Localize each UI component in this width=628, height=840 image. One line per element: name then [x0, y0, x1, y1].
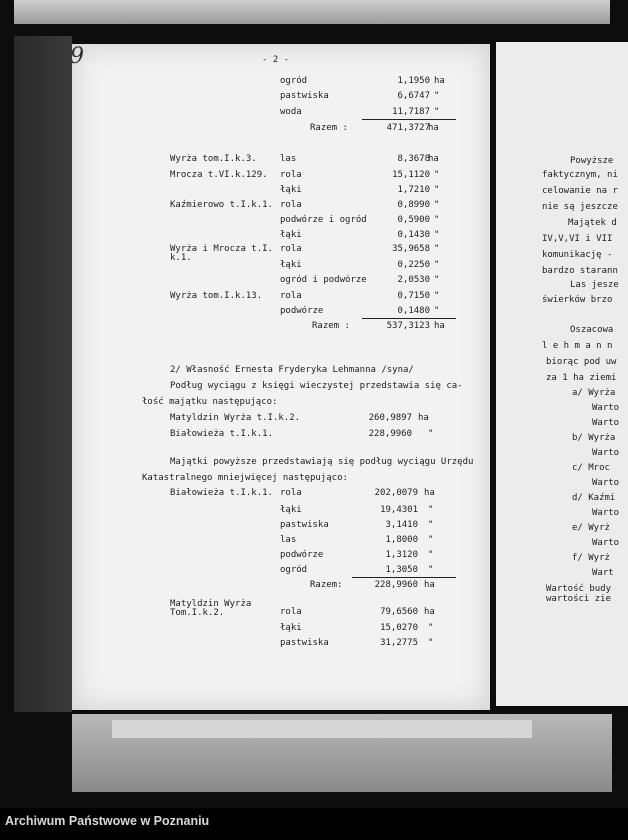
- paragraph-line: Katastralnego mniejwięcej następująco:: [142, 473, 348, 483]
- scan-border: [14, 36, 72, 712]
- land-type: rola: [280, 244, 302, 254]
- property-name: Wyrża tom.I.k.13.: [170, 291, 263, 301]
- facing-page-line: Oszacowa: [570, 325, 614, 335]
- land-type: rola: [280, 200, 302, 210]
- handwritten-page-mark: 9: [70, 44, 84, 69]
- land-type: łąki: [280, 505, 302, 515]
- area-value: 2,0530: [397, 275, 430, 285]
- area-value: 3,1410: [385, 520, 418, 530]
- area-value: 0,7150: [397, 291, 430, 301]
- area-unit: ": [428, 565, 434, 575]
- facing-page-line: Majątek d: [568, 218, 617, 228]
- area-value: 1,8000: [385, 535, 418, 545]
- property-name: k.1.: [170, 253, 192, 263]
- area-unit: ": [434, 185, 440, 195]
- sum-underline: [362, 119, 456, 120]
- area-value: 6,6747: [397, 91, 430, 101]
- area-unit: ": [434, 91, 440, 101]
- sum-underline: [352, 577, 456, 578]
- facing-page-line: b/ Wyrża: [572, 433, 616, 443]
- area-value: 15,1120: [392, 170, 430, 180]
- total-label: Razem :: [312, 321, 350, 331]
- land-type: łąki: [280, 623, 302, 633]
- area-unit: ": [434, 170, 440, 180]
- land-type: rola: [280, 488, 302, 498]
- page-fold: [112, 720, 532, 738]
- section-heading: 2/ Własność Ernesta Fryderyka Lehmanna /syna/: [170, 365, 414, 375]
- facing-page-line: za 1 ha ziemi: [546, 373, 617, 383]
- land-type: rola: [280, 170, 302, 180]
- total-unit: ha: [424, 580, 435, 590]
- lower-page-edge: [72, 714, 612, 792]
- facing-page-line: e/ Wyrż: [572, 523, 610, 533]
- land-type: rola: [280, 291, 302, 301]
- facing-page-line: Wartość budy: [546, 584, 612, 594]
- archive-watermark: Archiwum Państwowe w Poznaniu: [5, 814, 210, 828]
- property-name: Białowieża t.I.k.1.: [170, 429, 273, 439]
- area-value: 228,9960: [368, 429, 412, 439]
- property-name: Mrocza t.VI.k.129.: [170, 170, 268, 180]
- facing-page-line: f/ Wyrż: [572, 553, 610, 563]
- area-unit: ": [428, 623, 434, 633]
- facing-page-line: IV,V,VI i VII: [542, 234, 613, 244]
- land-type: ogród: [280, 76, 308, 86]
- property-name: Matyldzin Wyrża: [170, 599, 252, 609]
- property-name: Wyrża i Mrocza t.I.: [170, 244, 273, 254]
- area-value: 0,1480: [397, 306, 430, 316]
- area-value: 0,5900: [397, 215, 430, 225]
- area-value: 202,0079: [374, 488, 418, 498]
- page-number: - 2 -: [262, 55, 290, 65]
- area-value: 1,3120: [385, 550, 418, 560]
- area-unit: ": [434, 306, 440, 316]
- facing-page-line: l e h m a n n: [542, 341, 613, 351]
- land-type: łąki: [280, 185, 302, 195]
- area-value: 0,1430: [397, 230, 430, 240]
- area-unit: ": [428, 535, 434, 545]
- area-value: 19,4301: [380, 505, 418, 515]
- area-unit: ": [434, 244, 440, 254]
- land-type: podwórze i ogród: [280, 215, 367, 225]
- area-value: 260,9897: [368, 413, 412, 423]
- land-type: łąki: [280, 230, 302, 240]
- facing-page-line: Warto: [592, 403, 620, 413]
- land-type: łąki: [280, 260, 302, 270]
- paragraph-line: łość majątku następująco:: [142, 397, 278, 407]
- area-unit: ": [434, 291, 440, 301]
- previous-page-edge: [14, 0, 610, 24]
- property-name: Kaźmierowo t.I.k.1.: [170, 200, 273, 210]
- total-value: 537,3123: [386, 321, 430, 331]
- property-name: Wyrża tom.I.k.3.: [170, 154, 257, 164]
- land-type: podwórze: [280, 550, 324, 560]
- land-type: podwórze: [280, 306, 324, 316]
- facing-page-line: celowanie na r: [542, 186, 618, 196]
- facing-page-line: Warto: [592, 478, 620, 488]
- area-unit: ha: [434, 76, 445, 86]
- property-name: Tom.I.k.2.: [170, 608, 225, 618]
- land-type: pastwiska: [280, 520, 329, 530]
- area-unit: ": [434, 215, 440, 225]
- facing-page-line: c/ Mroc: [572, 463, 610, 473]
- facing-page-line: Las jesze: [570, 280, 619, 290]
- area-value: 0,8990: [397, 200, 430, 210]
- land-type: ogród i podwórze: [280, 275, 367, 285]
- area-unit: ": [428, 550, 434, 560]
- land-type: rola: [280, 607, 302, 617]
- area-unit: ": [434, 107, 440, 117]
- area-unit: ": [434, 260, 440, 270]
- land-type: las: [280, 154, 297, 164]
- area-value: 79,6560: [380, 607, 418, 617]
- facing-page-line: Wart: [592, 568, 614, 578]
- facing-page-line: faktycznym, ni: [542, 170, 618, 180]
- area-unit: ": [434, 275, 440, 285]
- area-unit: ": [434, 200, 440, 210]
- area-unit: ": [428, 638, 434, 648]
- facing-page-line: Warto: [592, 448, 620, 458]
- facing-page-line: Warto: [592, 508, 620, 518]
- land-type: las: [280, 535, 297, 545]
- total-value: 228,9960: [374, 580, 418, 590]
- paragraph-line: Majątki powyższe przedstawiają się podług wyciągu Urzędu: [170, 457, 474, 467]
- area-value: 1,1950: [397, 76, 430, 86]
- land-type: pastwiska: [280, 91, 329, 101]
- area-unit: ha: [418, 413, 429, 423]
- facing-page-line: a/ Wyrża: [572, 388, 616, 398]
- facing-page-line: wartości zie: [546, 594, 612, 604]
- land-type: ogród: [280, 565, 308, 575]
- land-type: pastwiska: [280, 638, 329, 648]
- land-type: woda: [280, 107, 302, 117]
- total-value: 471,3727: [386, 123, 430, 133]
- total-label: Razem:: [310, 580, 343, 590]
- area-value: 1,3050: [385, 565, 418, 575]
- area-value: 1,7210: [397, 185, 430, 195]
- facing-page-line: biorąc pod uw: [546, 357, 617, 367]
- total-unit: ha: [428, 123, 439, 133]
- area-value: 15,0270: [380, 623, 418, 633]
- area-unit: ": [428, 429, 434, 439]
- facing-page-line: Powyższe: [570, 156, 614, 166]
- area-unit: ha: [424, 607, 435, 617]
- facing-page-line: bardzo starann: [542, 266, 618, 276]
- document-page: [72, 44, 490, 710]
- total-label: Razem :: [310, 123, 348, 133]
- property-name: Matyldzin Wyrża t.I.k.2.: [170, 413, 301, 423]
- facing-page-line: nie są jeszcze: [542, 202, 618, 212]
- facing-page-line: komunikację -: [542, 250, 613, 260]
- paragraph-line: Podług wyciągu z księgi wieczystej przedstawia się ca-: [170, 381, 463, 391]
- facing-page: [496, 42, 628, 706]
- facing-page-line: d/ Kaźmi: [572, 493, 616, 503]
- area-value: 0,2250: [397, 260, 430, 270]
- area-unit: ha: [428, 154, 439, 164]
- area-unit: ha: [424, 488, 435, 498]
- sum-underline: [362, 318, 456, 319]
- area-unit: ": [434, 230, 440, 240]
- property-name: Białowieża t.I.k.1.: [170, 488, 273, 498]
- area-unit: ": [428, 505, 434, 515]
- total-unit: ha: [434, 321, 445, 331]
- facing-page-line: świerków brzo: [542, 295, 613, 305]
- area-value: 31,2775: [380, 638, 418, 648]
- area-value: 35,9658: [392, 244, 430, 254]
- facing-page-line: Warto: [592, 538, 620, 548]
- area-unit: ": [428, 520, 434, 530]
- facing-page-line: Warto: [592, 418, 620, 428]
- area-value: 11,7187: [392, 107, 430, 117]
- area-value: 8,3678: [397, 154, 430, 164]
